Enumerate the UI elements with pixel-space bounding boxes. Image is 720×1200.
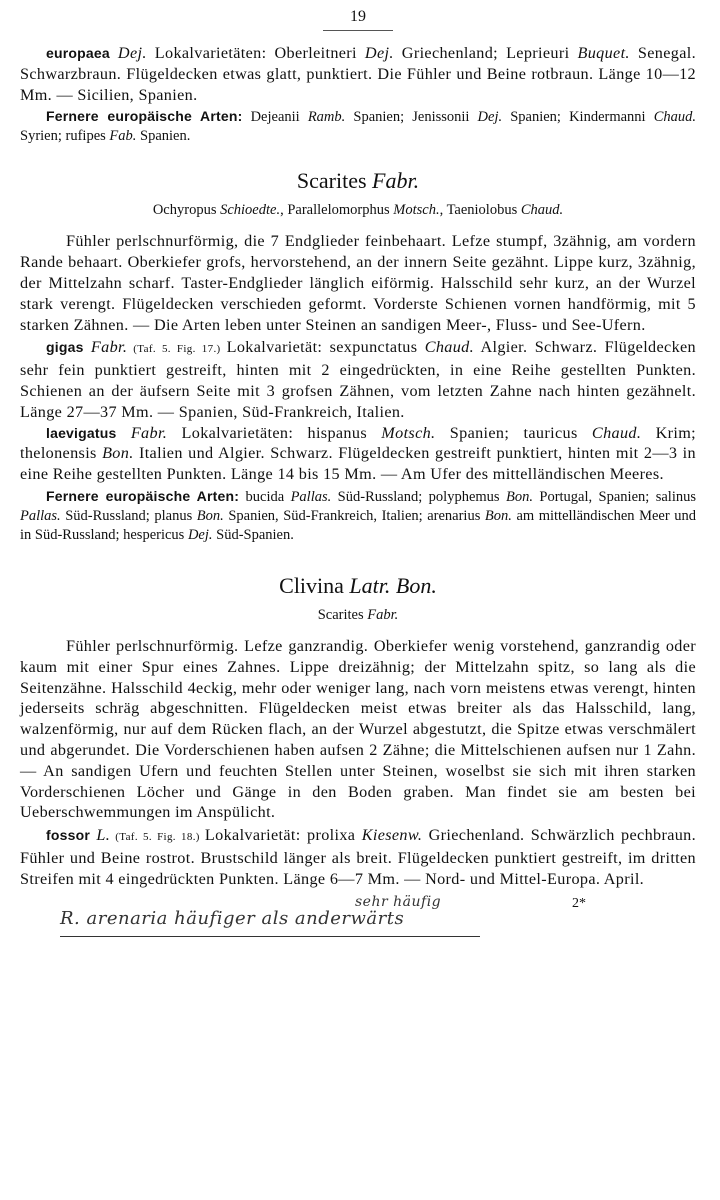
text: Dejeanii: [242, 109, 308, 126]
author: Chaud.: [653, 109, 696, 126]
genus-author: Fabr.: [372, 168, 420, 194]
page-number: 19: [350, 8, 366, 25]
text: Ochyropus: [152, 202, 221, 219]
further-species-2: [20, 487, 696, 545]
species-gigas: [20, 337, 696, 422]
text: bucida: [239, 488, 291, 505]
text: Spanien.: [136, 128, 191, 145]
text: Süd-Russland; planus: [60, 507, 197, 524]
synonyms-clivina: [20, 607, 696, 624]
text: Spanien; Kindermanni: [502, 109, 654, 126]
genus-heading-scarites: [20, 168, 696, 194]
species-name: europaea: [46, 45, 110, 61]
species-name: gigas: [46, 339, 84, 356]
plate-reference: (Taf. 5. Fig. 18.): [110, 831, 205, 844]
species-author: L.: [96, 826, 111, 845]
page-footer: [20, 893, 696, 936]
author: Bon.: [102, 444, 134, 463]
author: Bon.: [196, 507, 224, 524]
text: Griechenland; Leprieuri: [393, 44, 578, 62]
text: Spanien; tauricus: [435, 423, 592, 442]
further-species-1: [20, 107, 696, 146]
author: Kiesenw.: [361, 826, 423, 845]
species-europaea: [20, 43, 696, 105]
author: Buquet.: [577, 44, 630, 62]
text: Portugal, Spanien; salinus: [532, 488, 696, 505]
handwritten-annotation: R. arenaria häufiger als anderwärts: [60, 908, 480, 937]
text: Krim; thelonensis: [20, 423, 696, 463]
author: Schioedte.: [220, 202, 281, 219]
genus-name: Scarites: [296, 168, 367, 194]
further-label: Fernere europäische Arten:: [46, 487, 240, 504]
author: Dej.: [364, 44, 394, 62]
plate-reference: (Taf. 5. Fig. 17.): [127, 343, 227, 356]
text: Griechenland. Schwärzlich pechbraun. Fühler und Beine rostrot. Brustschild länger als breit. Flügeldecken punktiert gestreift, im dritten Streifen mit 4 eingedrückten Punkten. Länge 6—7 Mm. — Nord- und Mittel-Europa. April.: [20, 826, 697, 888]
species-author: Dej.: [117, 44, 147, 62]
text: , Parallelomorphus: [280, 202, 394, 219]
text: Spanien, Süd-Frankreich, Italien; arenarius: [223, 507, 485, 524]
text: Scarites: [317, 606, 368, 623]
text: Süd-Russland; polyphemus: [331, 488, 506, 505]
author: Pallas.: [20, 507, 61, 524]
species-author: Fabr.: [90, 338, 128, 357]
text: , Taeniolobus: [439, 202, 521, 219]
author: Chaud.: [424, 338, 475, 357]
signature-mark: 2*: [572, 895, 586, 911]
author: Bon.: [484, 507, 512, 524]
text: Spanien; Jenissonii: [345, 109, 478, 126]
species-fossor: [20, 825, 696, 889]
text: Italien und Algier. Schwarz. Flügeldecken gestreift punktiert, hinten mit 2—3 in eine Reihe gestellten Punkten. Länge 14 bis 15 Mm. — Am Ufer des mittelländischen Meeres.: [20, 444, 696, 484]
author: Pallas.: [290, 488, 332, 505]
further-label: Fernere europäische Arten:: [46, 108, 243, 125]
genus-description-clivina: Fühler perlschnurförmig. Lefze ganzrandig. Oberkiefer wenig vorstehend, ganzrandig oder kaum mit einer Spur eines Zahnes. Lippe dreizähnig; der Mittelzahn spitz, so lang als die Seitenzähne. Halsschild 4eckig, mehr oder weniger lang, nach vorn meistens etwas verengt, hinten jederseits schräg abgeschnitten. Flügeldecken meist etwas breiter als das Halsschild, lang, walzenförmig, nur auf dem Rücken flach, an der Wurzel abgestutzt, die Spitze etwas verschmälert und abgerundet. Die Vorderschienen haben aufsen 2 Zähne; die Mittelschienen aufsen nur 1 Zahn. — An sandigen Ufern und feuchten Stellen unter Steinen, woselbst sie sich mit ihren starken Vorderschienen Löcher und Gänge in den Boden graben. Man findet sie am besten bei Ueberschwemmungen im Anspülicht.: [20, 636, 696, 822]
author: Dej.: [187, 526, 213, 543]
author: Chaud.: [591, 423, 642, 442]
text: Lokalvarietät: prolixa: [204, 826, 362, 845]
text: Algier. Schwarz. Flügeldecken sehr fein punktiert gestreift, hinten mit 2 eingedrückten, in eine Reihe gestellten Punkten. Schienen an der äufsern Seite mit 3 grofsen Zähnen, vom letzten Zahne nach hinten gezähnelt. Länge 27—37 Mm. — Spanien, Süd-Frankreich, Italien.: [20, 338, 696, 421]
author: Motsch.: [381, 423, 436, 442]
author: Bon.: [505, 488, 533, 505]
text: Süd-Spanien.: [212, 526, 294, 543]
handwritten-note-above: sehr häufig: [355, 893, 442, 910]
author: Chaud.: [520, 202, 564, 219]
species-name: laevigatus: [46, 424, 117, 441]
species-name: fossor: [46, 827, 90, 844]
author: Motsch.: [393, 202, 440, 219]
author: Fab.: [109, 128, 137, 145]
genus-description-scarites: Fühler perlschnurförmig, die 7 Endglieder feinbehaart. Lefze stumpf, 3zähnig, am vordern Rande behaart. Oberkiefer grofs, hervorstehend, an der innern Seite gezähnt. Lippe kurz, 3zähnig, der Mittelzahn scharf. Taster-Endglieder länglich eiförmig. Halsschild sehr kurz, an der Wurzel stark verengt. Flügeldecken verschieden geformt. Vorderste Schienen vornen handförmig, mit 5 starken Zähnen. — Die Arten leben unter Steinen an sandigen Meer-, Fluss- und See-Ufern.: [20, 232, 696, 334]
page-number-rule: [323, 30, 393, 31]
synonyms-scarites: [20, 202, 696, 219]
genus-name: Clivina: [279, 572, 344, 598]
genus-heading-clivina: [20, 573, 696, 599]
author: Fabr.: [367, 606, 399, 623]
text: Lokalvarietät: sexpunctatus: [226, 338, 425, 357]
text: am mittelländischen Meer und in Süd-Russland; hespericus: [20, 507, 696, 543]
author: Ramb.: [307, 109, 346, 126]
book-page: [20, 0, 696, 936]
text: Lokalvarietäten: hispanus: [167, 423, 382, 442]
genus-author: Latr. Bon.: [349, 572, 437, 598]
species-author: Fabr.: [130, 423, 168, 442]
text: Lokalvarietäten: Oberleitneri: [146, 44, 365, 62]
species-laevigatus: [20, 423, 696, 485]
author: Dej.: [477, 109, 503, 126]
text: Senegal. Schwarzbraun. Flügeldecken etwas glatt, punktiert. Die Fühler und Beine rotbraun. Länge 10—12 Mm. — Sicilien, Spanien.: [20, 44, 696, 104]
text: Syrien; rufipes: [20, 128, 110, 145]
